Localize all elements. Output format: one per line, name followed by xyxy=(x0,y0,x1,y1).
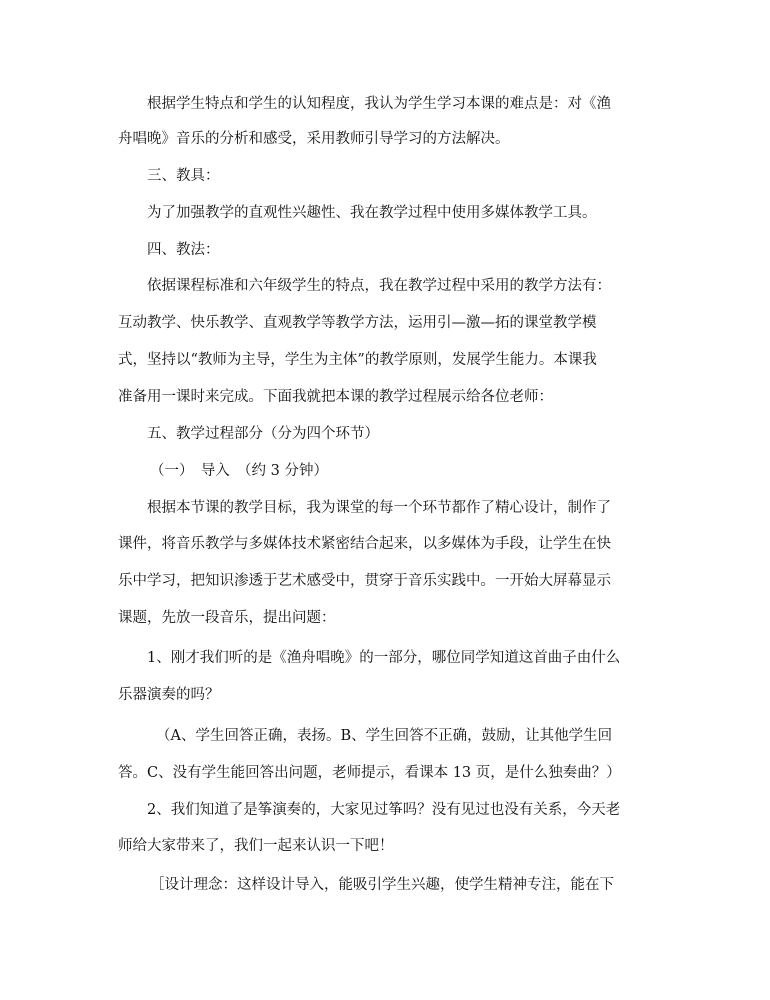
paragraph-line: 互动教学、快乐教学、直观教学等教学方法，运用引—激—拓的课堂教学模 xyxy=(118,315,597,331)
section-heading: 四、教法： xyxy=(147,242,220,258)
paragraph-line: 式，坚持以“教师为主导，学生为主体”的教学原则，发展学生能力。本课我 xyxy=(118,352,597,368)
subsection-heading: （一） 导入 （约 3 分钟） xyxy=(150,463,328,479)
paragraph-line: 依据课程标准和六年级学生的特点，我在教学过程中采用的教学方法有： xyxy=(147,278,611,294)
paragraph-line: 乐器演奏的吗？ xyxy=(118,687,220,703)
paragraph-line: 乐中学习，把知识渗透于艺术感受中，贯穿于音乐实践中。一开始大屏幕显示 xyxy=(118,573,611,589)
paragraph-line: 根据本节课的教学目标，我为课堂的每一个环节都作了精心设计，制作了 xyxy=(147,500,611,516)
paragraph-line: 课件，将音乐教学与多媒体技术紧密结合起来，以多媒体为手段，让学生在快 xyxy=(118,536,611,552)
section-heading: 三、教具： xyxy=(147,168,220,184)
paragraph-line: 课题，先放一段音乐，提出问题： xyxy=(118,610,336,626)
paragraph-line: 答。C、没有学生能回答出问题，老师提示，看课本 13 页，是什么独奏曲？） xyxy=(118,765,621,781)
paragraph-line: 为了加强教学的直观性兴趣性、我在教学过程中使用多媒体教学工具。 xyxy=(147,205,597,221)
paragraph-line: 根据学生特点和学生的认知程度，我认为学生学习本课的难点是：对《渔 xyxy=(147,96,611,112)
paragraph-line: ［设计理念：这样设计导入，能吸引学生兴趣，使学生精神专注，能在下 xyxy=(150,877,614,893)
paragraph-line: 2、我们知道了是筝演奏的，大家见过筝吗？没有见过也没有关系，今天老 xyxy=(147,802,621,818)
paragraph-line: 1、刚才我们听的是《渔舟唱晚》的一部分，哪位同学知道这首曲子由什么 xyxy=(147,650,621,666)
paragraph-line: （A、学生回答正确，表扬。B、学生回答不正确，鼓励，让其他学生回 xyxy=(156,728,613,744)
paragraph-line: 准备用一课时来完成。下面我就把本课的教学过程展示给各位老师： xyxy=(118,389,553,405)
paragraph-line: 师给大家带来了，我们一起来认识一下吧！ xyxy=(118,838,394,854)
paragraph-line: 舟唱晚》音乐的分析和感受，采用教师引导学习的方法解决。 xyxy=(118,131,510,147)
section-heading: 五、教学过程部分（分为四个环节） xyxy=(147,426,379,442)
